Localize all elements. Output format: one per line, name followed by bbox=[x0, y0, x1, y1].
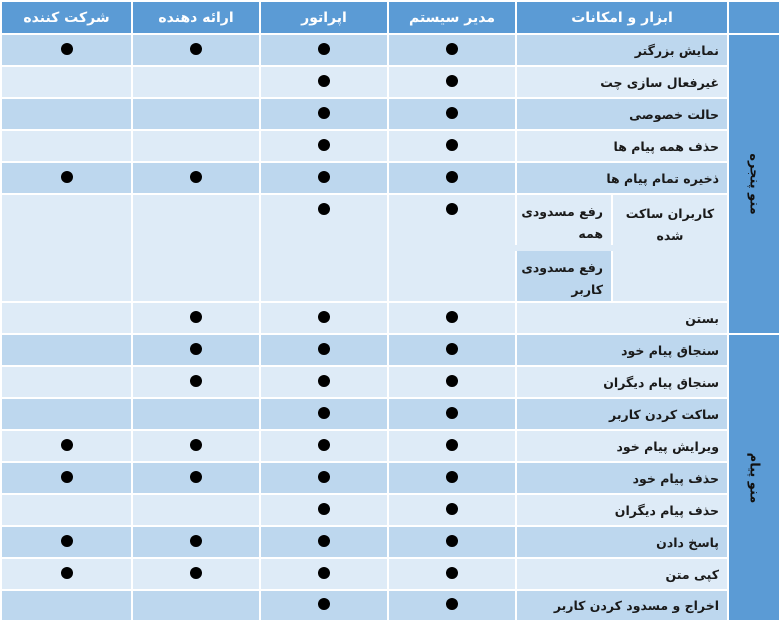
operator-mark bbox=[260, 494, 388, 526]
filled-circle-icon bbox=[318, 439, 330, 451]
header-row bbox=[1, 1, 779, 34]
filled-circle-icon bbox=[446, 598, 458, 610]
participant-mark bbox=[1, 398, 132, 430]
feature-label: حذف همه پیام ها bbox=[516, 130, 728, 162]
filled-circle-icon bbox=[318, 503, 330, 515]
header-operator: اپراتور bbox=[260, 1, 388, 34]
header-participant: شرکت کننده bbox=[1, 1, 132, 34]
operator-mark bbox=[260, 162, 388, 194]
filled-circle-icon bbox=[190, 535, 202, 547]
feature-label: غیرفعال سازی چت bbox=[516, 66, 728, 98]
filled-circle-icon bbox=[318, 471, 330, 483]
filled-circle-icon bbox=[318, 203, 330, 215]
admin-mark bbox=[388, 194, 516, 302]
admin-mark bbox=[388, 334, 516, 366]
presenter-mark bbox=[132, 590, 260, 621]
admin-mark bbox=[388, 98, 516, 130]
feature-label: کاربران ساکت شده bbox=[612, 194, 728, 302]
filled-circle-icon bbox=[446, 343, 458, 355]
admin-mark bbox=[388, 66, 516, 98]
table-row bbox=[1, 194, 779, 248]
feature-label: حالت خصوصی bbox=[516, 98, 728, 130]
filled-circle-icon bbox=[318, 375, 330, 387]
admin-mark bbox=[388, 558, 516, 590]
participant-mark bbox=[1, 162, 132, 194]
filled-circle-icon bbox=[318, 107, 330, 119]
filled-circle-icon bbox=[61, 439, 73, 451]
operator-mark bbox=[260, 98, 388, 130]
participant-mark bbox=[1, 34, 132, 66]
operator-mark bbox=[260, 558, 388, 590]
filled-circle-icon bbox=[446, 439, 458, 451]
filled-circle-icon bbox=[61, 171, 73, 183]
filled-circle-icon bbox=[190, 567, 202, 579]
filled-circle-icon bbox=[318, 343, 330, 355]
filled-circle-icon bbox=[318, 598, 330, 610]
presenter-mark bbox=[132, 162, 260, 194]
admin-mark bbox=[388, 590, 516, 621]
filled-circle-icon bbox=[318, 535, 330, 547]
participant-mark bbox=[1, 98, 132, 130]
feature-label: پاسخ دادن bbox=[516, 526, 728, 558]
header-tools: ابزار و امکانات bbox=[516, 1, 728, 34]
filled-circle-icon bbox=[318, 75, 330, 87]
table-row bbox=[1, 34, 779, 66]
filled-circle-icon bbox=[190, 43, 202, 55]
filled-circle-icon bbox=[61, 535, 73, 547]
feature-label: سنجاق پیام خود bbox=[516, 334, 728, 366]
filled-circle-icon bbox=[446, 503, 458, 515]
group-message-menu bbox=[728, 334, 779, 621]
table-row bbox=[1, 398, 779, 430]
feature-label: کپی متن bbox=[516, 558, 728, 590]
filled-circle-icon bbox=[318, 407, 330, 419]
filled-circle-icon bbox=[318, 171, 330, 183]
operator-mark bbox=[260, 302, 388, 334]
filled-circle-icon bbox=[446, 43, 458, 55]
participant-mark bbox=[1, 558, 132, 590]
feature-label: بستن bbox=[516, 302, 728, 334]
participant-mark bbox=[1, 526, 132, 558]
feature-label: نمایش بزرگتر bbox=[516, 34, 728, 66]
operator-mark bbox=[260, 334, 388, 366]
filled-circle-icon bbox=[318, 43, 330, 55]
presenter-mark bbox=[132, 130, 260, 162]
participant-mark bbox=[1, 590, 132, 621]
feature-label: ذخیره تمام پیام ها bbox=[516, 162, 728, 194]
feature-label: اخراج و مسدود کردن کاربر bbox=[516, 590, 728, 621]
operator-mark bbox=[260, 526, 388, 558]
admin-mark bbox=[388, 130, 516, 162]
filled-circle-icon bbox=[190, 471, 202, 483]
participant-mark bbox=[1, 302, 132, 334]
table-row bbox=[1, 590, 779, 621]
filled-circle-icon bbox=[446, 311, 458, 323]
participant-mark bbox=[1, 194, 132, 302]
participant-mark bbox=[1, 66, 132, 98]
feature-label: ویرایش پیام خود bbox=[516, 430, 728, 462]
participant-mark bbox=[1, 366, 132, 398]
filled-circle-icon bbox=[446, 567, 458, 579]
presenter-mark bbox=[132, 194, 260, 302]
operator-mark bbox=[260, 34, 388, 66]
filled-circle-icon bbox=[190, 343, 202, 355]
table-row bbox=[1, 558, 779, 590]
table-row bbox=[1, 66, 779, 98]
operator-mark bbox=[260, 398, 388, 430]
feature-label: سنجاق پیام دیگران bbox=[516, 366, 728, 398]
filled-circle-icon bbox=[446, 107, 458, 119]
table-row bbox=[1, 302, 779, 334]
presenter-mark bbox=[132, 302, 260, 334]
presenter-mark bbox=[132, 494, 260, 526]
feature-label: ساکت کردن کاربر bbox=[516, 398, 728, 430]
header-admin: مدیر سیستم bbox=[388, 1, 516, 34]
presenter-mark bbox=[132, 398, 260, 430]
operator-mark bbox=[260, 590, 388, 621]
admin-mark bbox=[388, 462, 516, 494]
filled-circle-icon bbox=[446, 407, 458, 419]
presenter-mark bbox=[132, 526, 260, 558]
admin-mark bbox=[388, 162, 516, 194]
operator-mark bbox=[260, 366, 388, 398]
admin-mark bbox=[388, 526, 516, 558]
feature-label: حذف پیام دیگران bbox=[516, 494, 728, 526]
sub-feature-label: رفع مسدودی کاربر bbox=[516, 248, 612, 302]
presenter-mark bbox=[132, 366, 260, 398]
filled-circle-icon bbox=[318, 567, 330, 579]
filled-circle-icon bbox=[446, 535, 458, 547]
presenter-mark bbox=[132, 558, 260, 590]
group-label: منو پنجره bbox=[746, 153, 762, 215]
header-presenter: ارائه دهنده bbox=[132, 1, 260, 34]
filled-circle-icon bbox=[190, 311, 202, 323]
operator-mark bbox=[260, 194, 388, 302]
filled-circle-icon bbox=[446, 471, 458, 483]
group-window-menu bbox=[728, 34, 779, 334]
table-row bbox=[1, 494, 779, 526]
presenter-mark bbox=[132, 462, 260, 494]
participant-mark bbox=[1, 494, 132, 526]
filled-circle-icon bbox=[318, 139, 330, 151]
filled-circle-icon bbox=[446, 139, 458, 151]
admin-mark bbox=[388, 34, 516, 66]
table-row bbox=[1, 98, 779, 130]
operator-mark bbox=[260, 462, 388, 494]
operator-mark bbox=[260, 130, 388, 162]
filled-circle-icon bbox=[446, 203, 458, 215]
presenter-mark bbox=[132, 430, 260, 462]
filled-circle-icon bbox=[61, 43, 73, 55]
table-row bbox=[1, 430, 779, 462]
table-row bbox=[1, 130, 779, 162]
participant-mark bbox=[1, 430, 132, 462]
filled-circle-icon bbox=[446, 75, 458, 87]
filled-circle-icon bbox=[446, 375, 458, 387]
table-row bbox=[1, 526, 779, 558]
group-label: منو پیام bbox=[746, 452, 762, 503]
table-row bbox=[1, 162, 779, 194]
table-row bbox=[1, 334, 779, 366]
participant-mark bbox=[1, 130, 132, 162]
admin-mark bbox=[388, 366, 516, 398]
feature-label: حذف پیام خود bbox=[516, 462, 728, 494]
filled-circle-icon bbox=[190, 375, 202, 387]
admin-mark bbox=[388, 430, 516, 462]
filled-circle-icon bbox=[318, 311, 330, 323]
filled-circle-icon bbox=[190, 439, 202, 451]
filled-circle-icon bbox=[190, 171, 202, 183]
presenter-mark bbox=[132, 34, 260, 66]
table-row bbox=[1, 366, 779, 398]
participant-mark bbox=[1, 462, 132, 494]
filled-circle-icon bbox=[61, 471, 73, 483]
admin-mark bbox=[388, 398, 516, 430]
filled-circle-icon bbox=[446, 171, 458, 183]
presenter-mark bbox=[132, 98, 260, 130]
sub-feature-label: رفع مسدودی همه bbox=[516, 194, 612, 248]
participant-mark bbox=[1, 334, 132, 366]
admin-mark bbox=[388, 302, 516, 334]
presenter-mark bbox=[132, 66, 260, 98]
presenter-mark bbox=[132, 334, 260, 366]
operator-mark bbox=[260, 430, 388, 462]
filled-circle-icon bbox=[61, 567, 73, 579]
operator-mark bbox=[260, 66, 388, 98]
table-row bbox=[1, 462, 779, 494]
admin-mark bbox=[388, 494, 516, 526]
